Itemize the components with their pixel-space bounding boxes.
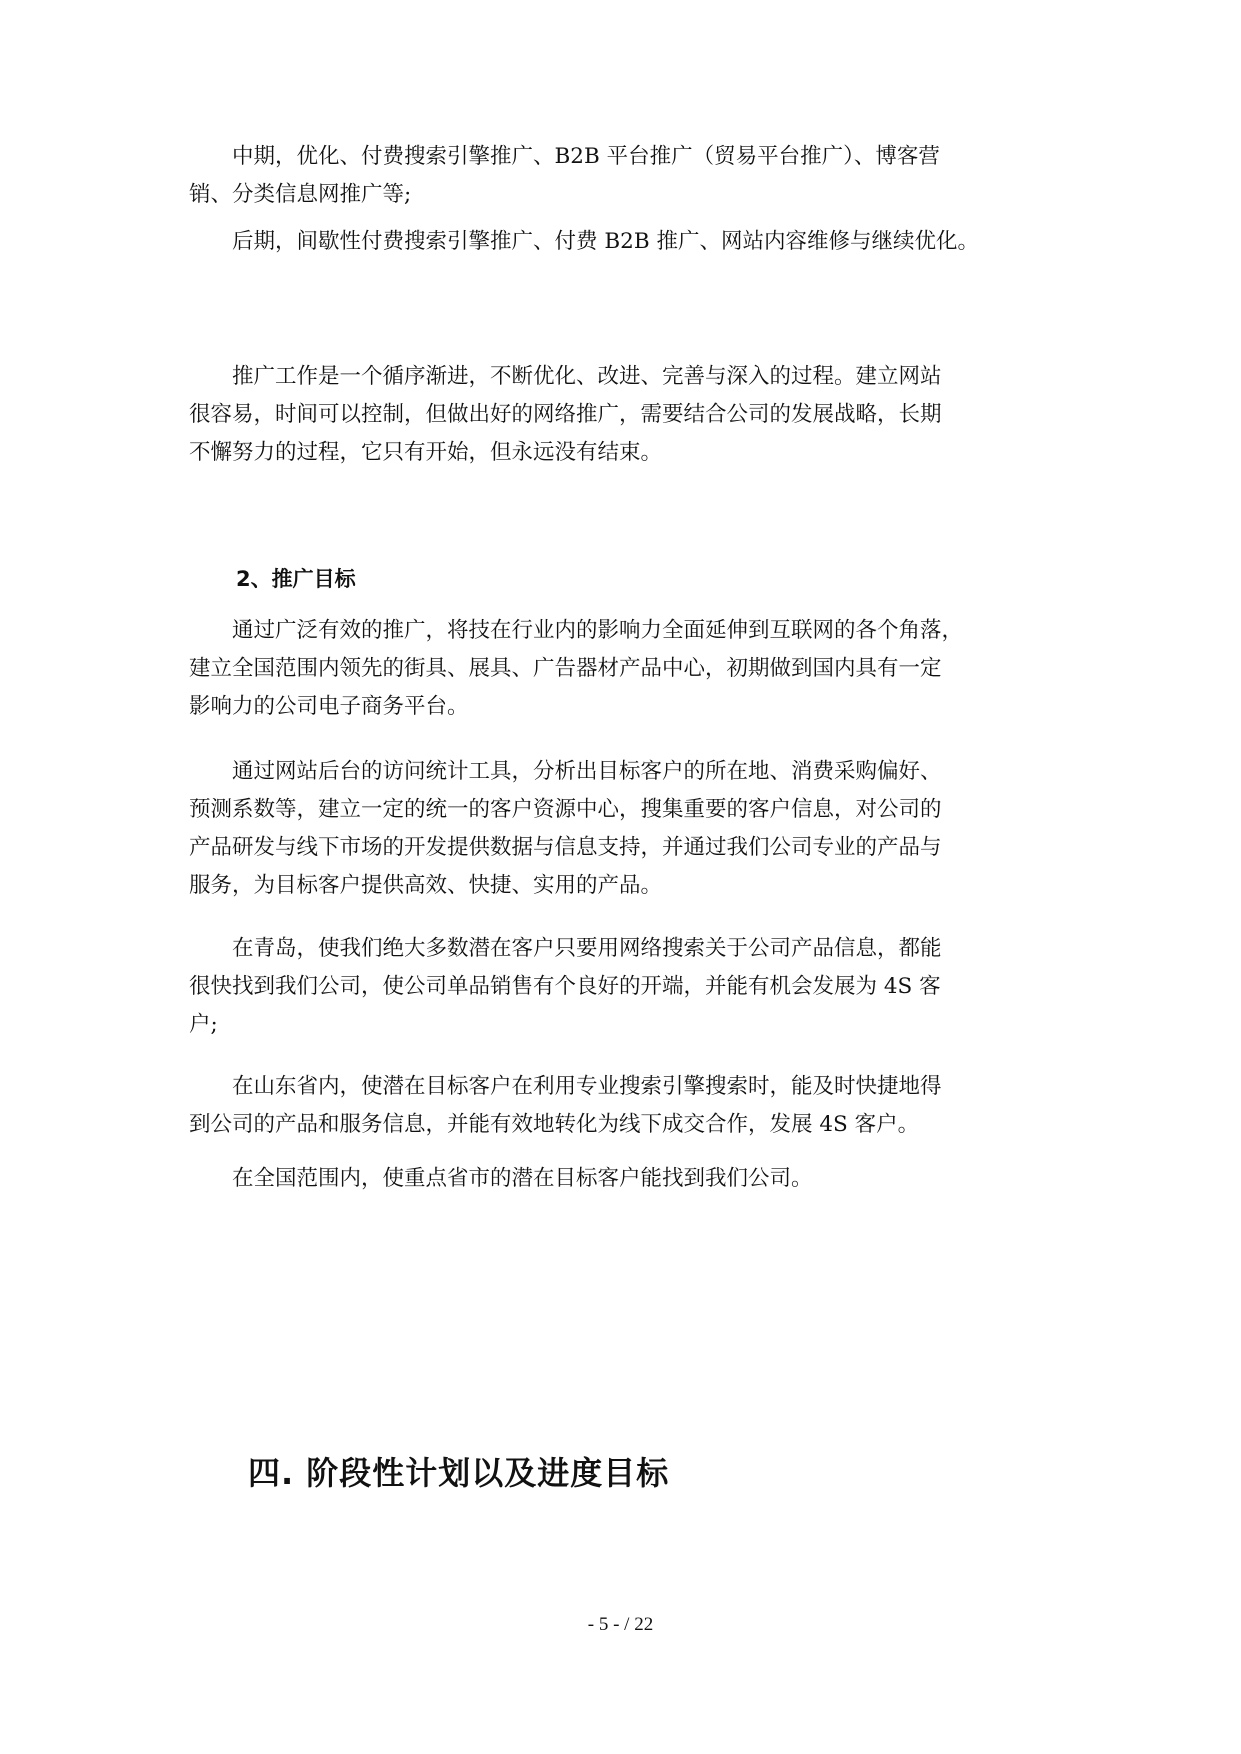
text-line: 产品研发与线下市场的开发提供数据与信息支持，并通过我们公司专业的产品与 — [189, 835, 942, 860]
text-line: 推广工作是一个循序渐进，不断优化、改进、完善与深入的过程。建立网站 — [189, 364, 942, 389]
paragraph-goal-overview — [189, 612, 1051, 726]
text-line: 服务，为目标客户提供高效、快捷、实用的产品。 — [189, 873, 663, 898]
paragraph-nationwide — [189, 1160, 1051, 1198]
text-line: 很快找到我们公司，使公司单品销售有个良好的开端，并能有机会发展为 4S 客 — [189, 974, 941, 999]
text-line: 后期，间歇性付费搜索引擎推广、付费 B2B 推广、网站内容维修与继续优化。 — [189, 229, 979, 254]
text-line: 在青岛，使我们绝大多数潜在客户只要用网络搜索关于公司产品信息，都能 — [189, 936, 942, 961]
paragraph-promotion-process — [189, 358, 1051, 472]
text-line: 很容易，时间可以控制，但做出好的网络推广，需要结合公司的发展战略，长期 — [189, 402, 942, 427]
text-line: 通过广泛有效的推广，将技在行业内的影响力全面延伸到互联网的各个角落， — [189, 618, 964, 643]
page-number: - 5 - / 22 — [587, 1614, 654, 1635]
text-line: 到公司的产品和服务信息，并能有效地转化为线下成交合作，发展 4S 客户。 — [189, 1112, 920, 1137]
paragraph-shandong — [189, 1068, 1051, 1144]
text-line: 在全国范围内，使重点省市的潜在目标客户能找到我们公司。 — [189, 1166, 813, 1191]
text-line: 预测系数等，建立一定的统一的客户资源中心，搜集重要的客户信息，对公司的 — [189, 797, 942, 822]
text-line: 影响力的公司电子商务平台。 — [189, 694, 469, 719]
subheading-promotion-goals: 2、推广目标 — [236, 567, 356, 591]
paragraph-mid-term — [189, 138, 1051, 214]
text-line: 在山东省内，使潜在目标客户在利用专业搜索引擎搜索时，能及时快捷地得 — [189, 1074, 942, 1099]
paragraph-late-term — [189, 223, 1051, 261]
text-line: 户; — [189, 1012, 218, 1037]
text-line: 建立全国范围内领先的街具、展具、广告器材产品中心，初期做到国内具有一定 — [189, 656, 942, 681]
text-line: 不懈努力的过程，它只有开始，但永远没有结束。 — [189, 440, 663, 465]
section-title: 四. 阶段性计划以及进度目标 — [248, 1454, 670, 1492]
text-line: 销、分类信息网推广等; — [189, 182, 412, 207]
text-line: 中期，优化、付费搜索引擎推广、B2B 平台推广（贸易平台推广）、博客营 — [189, 144, 940, 169]
paragraph-qingdao — [189, 930, 1051, 1044]
paragraph-analytics — [189, 753, 1051, 905]
text-line: 通过网站后台的访问统计工具，分析出目标客户的所在地、消费采购偏好、 — [189, 759, 942, 784]
